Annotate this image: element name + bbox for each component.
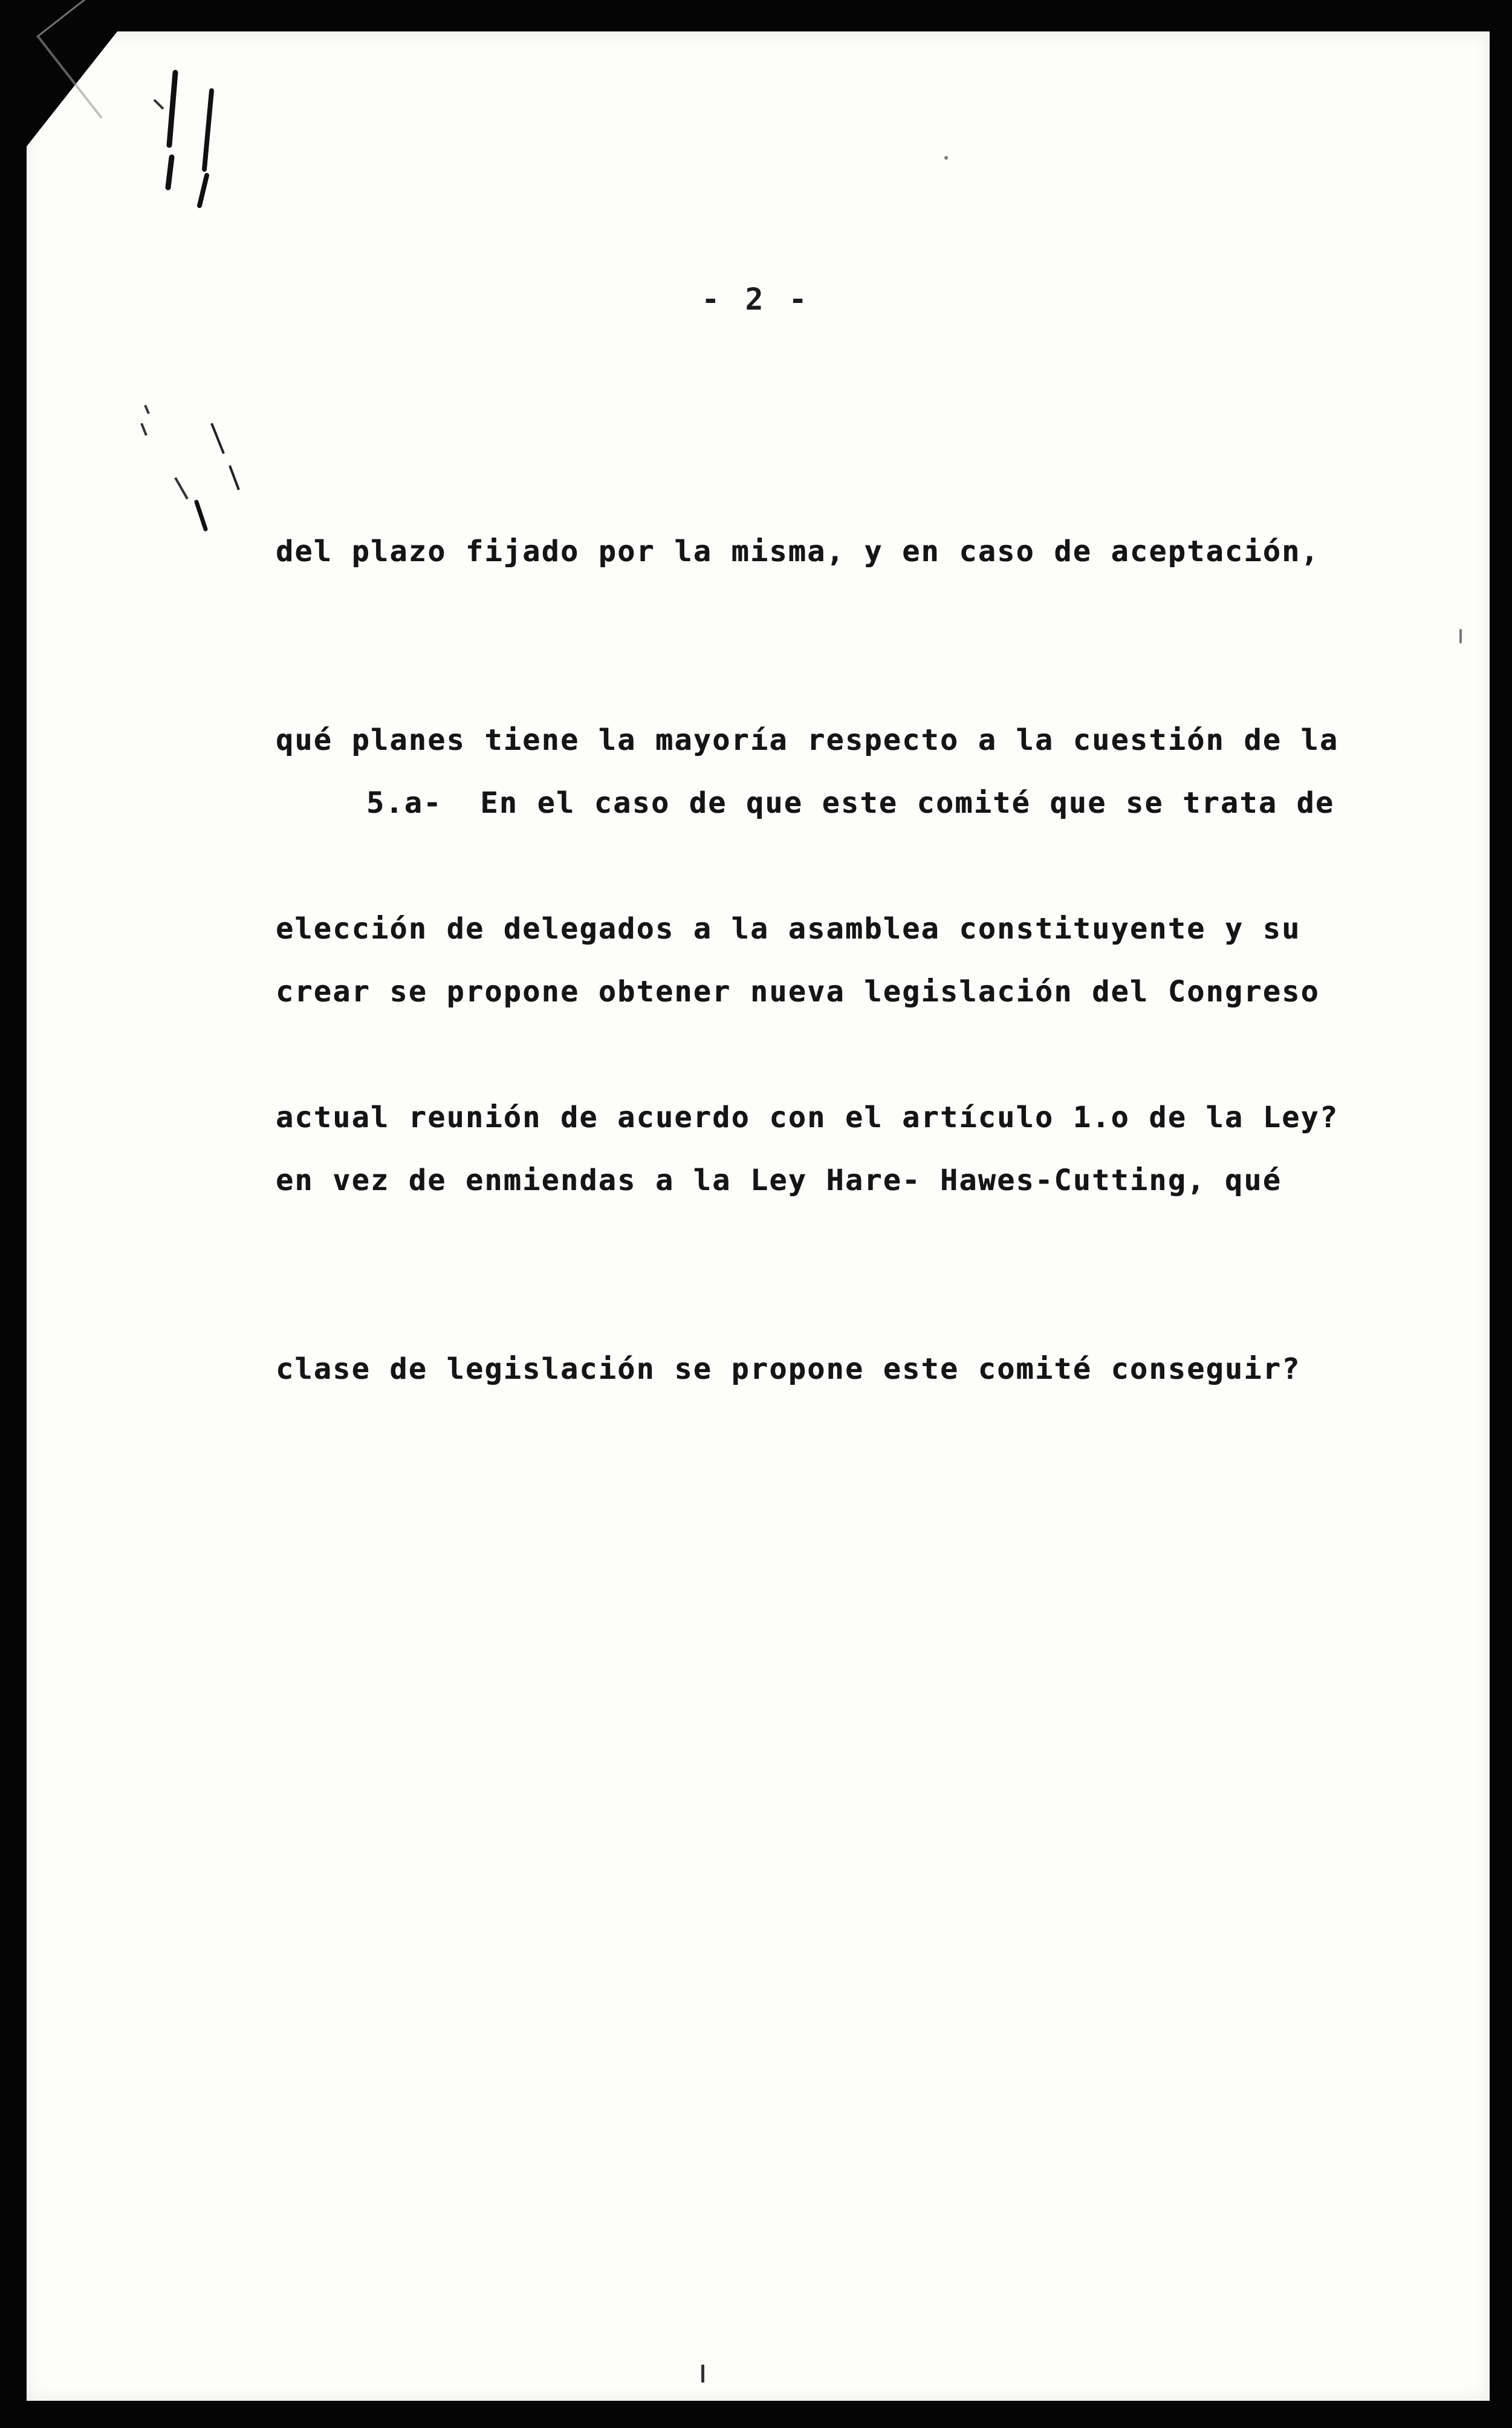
text-line: crear se propone obtener nueva legislación del Congreso (276, 975, 1320, 1009)
text-line: actual reunión de acuerdo con el artículo 1.o de la Ley? (276, 1101, 1339, 1134)
speck (944, 156, 948, 160)
text-line: en vez de enmiendas a la Ley Hare- Hawes-Cutting, qué (276, 1164, 1282, 1197)
handwritten-marks-top (151, 67, 236, 212)
text-line: del plazo fijado por la misma, y en caso de aceptación, (276, 535, 1320, 568)
text-line: elección de delegados a la asamblea constituyente y su (276, 912, 1301, 946)
speck (1459, 629, 1462, 643)
paragraph-question-5 (276, 646, 1339, 1463)
handwritten-marks-margin (133, 399, 260, 538)
text-line: qué planes tiene la mayoría respecto a la cuestión de la (276, 723, 1339, 757)
page-number: - 2 - (701, 282, 811, 317)
text-line: 5.a- En el caso de que este comité que se trata de (366, 786, 1335, 820)
text-line: clase de legislación se propone este comité conseguir? (276, 1352, 1301, 1386)
speck (701, 2365, 704, 2383)
